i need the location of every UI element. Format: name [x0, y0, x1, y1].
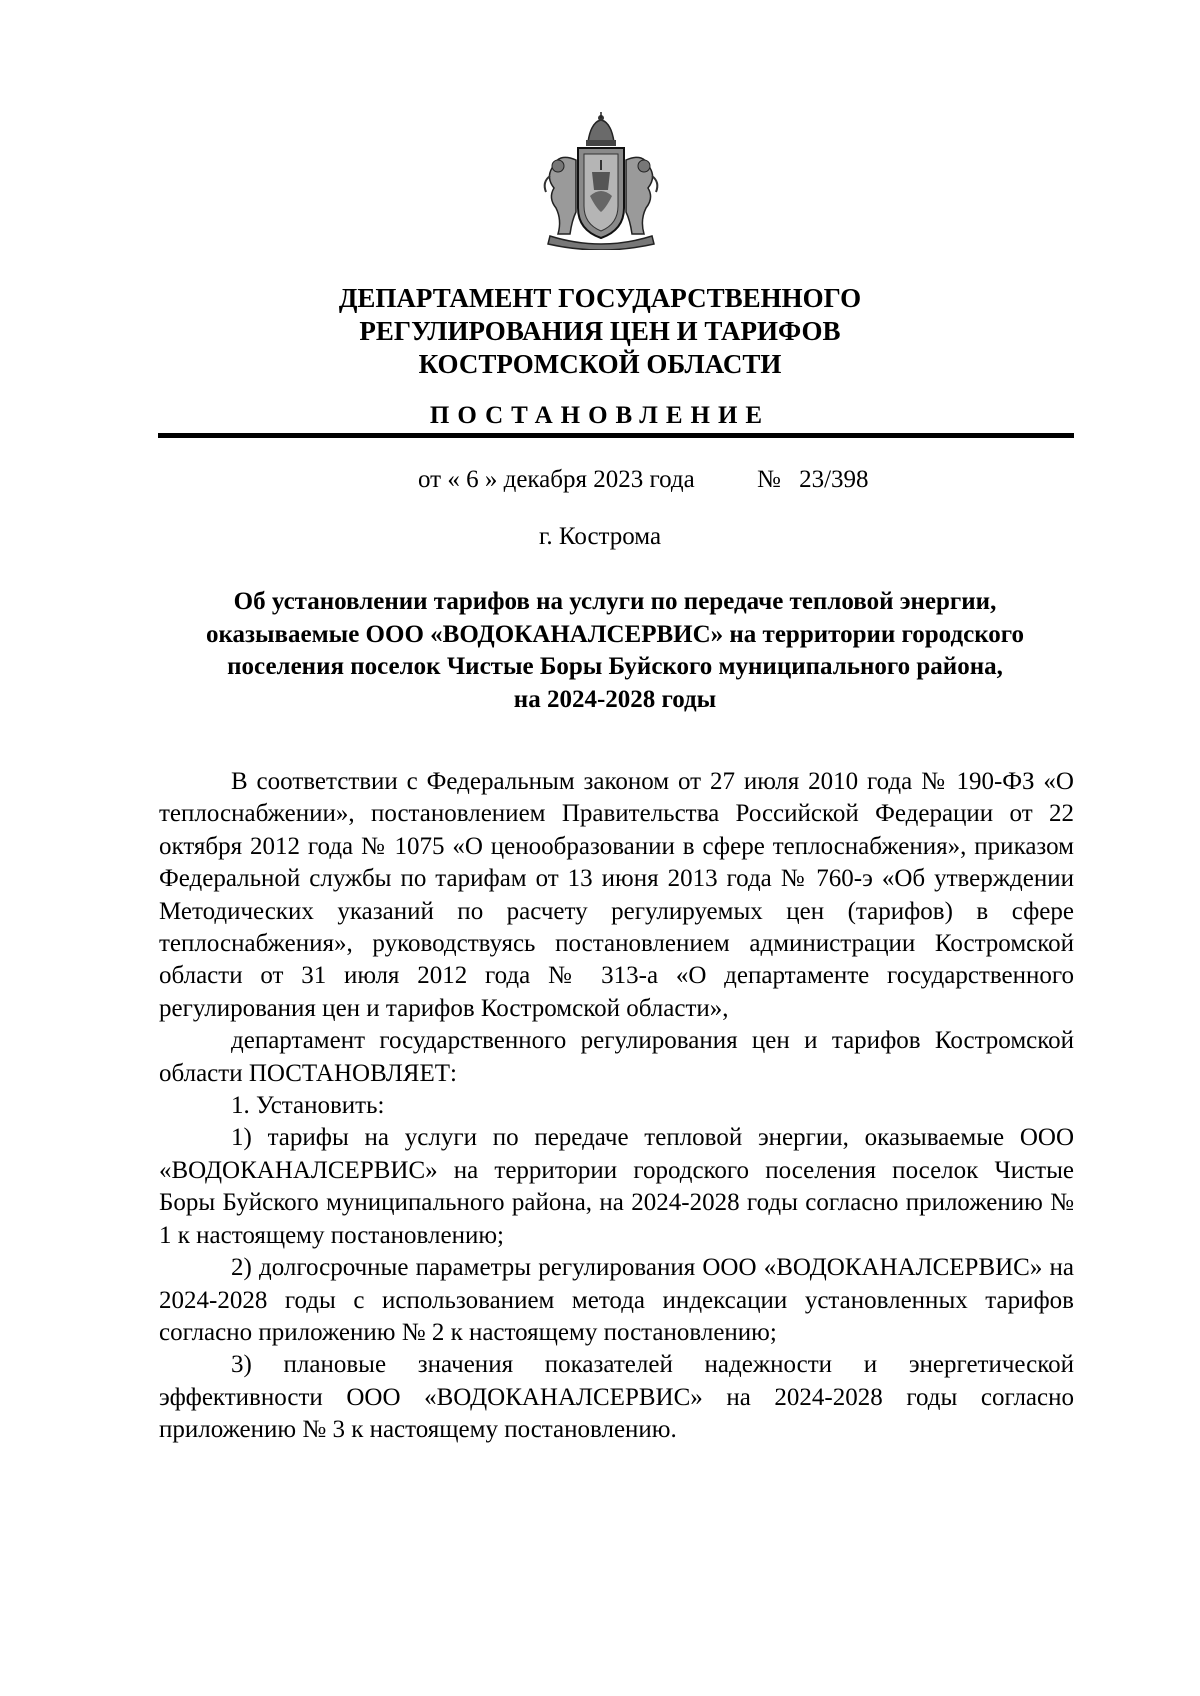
department-line-1: ДЕПАРТАМЕНТ ГОСУДАРСТВЕННОГО: [338, 283, 862, 313]
coat-of-arms-icon: [536, 112, 666, 250]
department-line-2: РЕГУЛИРОВАНИЯ ЦЕН И ТАРИФОВ: [359, 316, 841, 346]
subject-line-3: поселения поселок Чистые Боры Буйского муниципального района,: [227, 653, 1003, 680]
document-body: [159, 766, 1074, 1447]
document-number: 23/398: [799, 466, 869, 493]
paragraph-item-1: 1. Установить:: [231, 1092, 385, 1120]
subject-line-2: оказываемые ООО «ВОДОКАНАЛСЕРВИС» на территории городского: [205, 620, 1025, 648]
document-subject: [150, 586, 1080, 716]
paragraph-subitem-3: 3) плановые значения показателей надежности и энергетической эффективности ООО «ВОДОКАНАЛСЕРВИС» на 2024-2028 годы согласно приложению № 3 к настоящему постановлению.: [159, 1351, 1074, 1444]
paragraph-preamble: В соответствии с Федеральным законом от 27 июля 2010 года № 190-ФЗ «О теплоснабжении», постановлением Правительства Российской Федерации от 22 октября 2012 года № 1075 «О ценообразовании в сфере теплоснабжения», приказом Федеральной службы по тарифам от 13 июня 2013 года № 760-э «Об утверждении Методических указаний по расчету регулируемых цен (тарифов) в сфере теплоснабжения», руководствуясь постановлением администрации Костромской области от 31 июля 2012 года № 313-а «О департаменте государственного регулирования цен и тарифов Костромской области»,: [159, 768, 1074, 1022]
subject-line-4: на 2024-2028 годы: [513, 685, 717, 713]
document-date-number: [418, 465, 869, 495]
number-sign: №: [756, 466, 781, 493]
department-line-3: КОСТРОМСКОЙ ОБЛАСТИ: [418, 349, 782, 379]
subject-line-1: Об установлении тарифов на услуги по передаче тепловой энергии,: [233, 588, 997, 615]
paragraph-resolves: департамент государственного регулирования цен и тарифов Костромской области ПОСТАНОВЛЯЕТ:: [159, 1027, 1074, 1087]
document-type-heading: ПОСТАНОВЛЕНИЕ: [429, 402, 771, 429]
document-date: от « 6 » декабря 2023 года: [418, 466, 695, 493]
department-name: [160, 282, 1040, 381]
paragraph-subitem-2: 2) долгосрочные параметры регулирования ООО «ВОДОКАНАЛСЕРВИС» на 2024-2028 годы с использованием метода индексации установленных тарифов согласно приложению № 2 к настоящему постановлению;: [159, 1254, 1074, 1346]
document-city: г. Кострома: [538, 523, 662, 550]
paragraph-subitem-1: 1) тарифы на услуги по передаче тепловой энергии, оказываемые ООО «ВОДОКАНАЛСЕРВИС» на территории городского поселения поселок Чистые Боры Буйского муниципального района, на 2024-2028 годы согласно приложению № 1 к настоящему постановлению;: [159, 1124, 1074, 1249]
header-divider: [158, 433, 1074, 438]
